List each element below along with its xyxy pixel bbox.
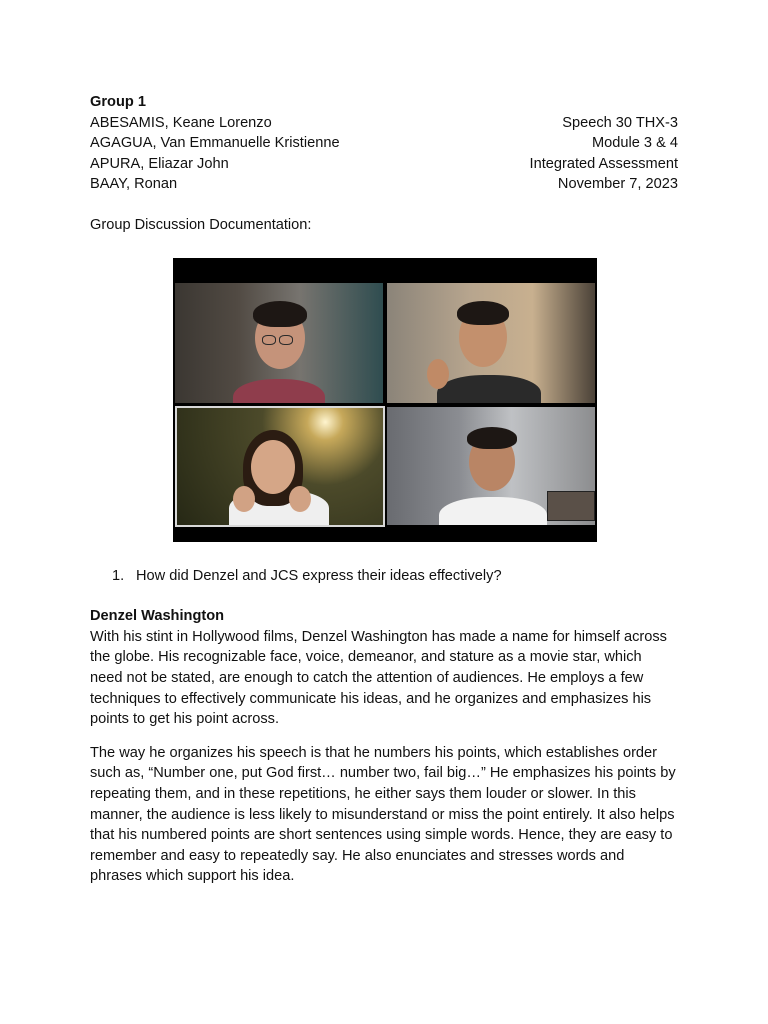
member-name: AGAGUA, Van Emmanuelle Kristienne [90,135,340,152]
course-code: Speech 30 THX-3 [562,114,678,131]
document-date: November 7, 2023 [557,176,678,193]
section-label: Group Discussion Documentation: [90,216,312,233]
header-block [90,92,678,195]
question-item [90,566,678,587]
question-number: 1. [112,567,125,584]
section-heading: Denzel Washington [90,608,225,625]
module-label: Module 3 & 4 [592,135,678,152]
group-title: Group 1 [90,94,146,110]
video-call-screenshot [173,258,597,542]
participant-tile [387,407,595,525]
assessment-label: Integrated Assessment [529,155,678,172]
participant-tile [175,406,385,527]
participant-tile [387,283,595,403]
header-row-1 [90,92,678,113]
paragraph: With his stint in Hollywood films, Denzel Washington has made a name for himself across the globe. His recognizable face, voice, demeanor, and stature as a movie star, which need not be stated, are enough to catch the attention of audiences. He employs a few techniques to effectively communicate his ideas, and he organizes and emphasizes his points to get his point across. [90,628,667,728]
header-row-4 [90,154,678,175]
question-text: How did Denzel and JCS express their ideas effectively? [136,567,502,584]
paragraph: The way he organizes his speech is that he numbers his points, which establishes order such as, “Number one, put God first… number two, fail big…” He emphasizes his points by repeating them, and in these repetitions, he either says them louder or slower. In this manner, the audience is less likely to misunderstand or miss the point entirely. It also helps that his numbered points are short sentences using simple words. Hence, they are easy to remember and easy to repeatedly say. He also enunciates and stresses words and phrases which support his idea. [90,744,676,885]
member-name: BAAY, Ronan [90,176,178,193]
member-name: APURA, Eliazar John [90,155,229,172]
header-row-2 [90,113,678,134]
self-view-thumbnail [547,491,595,521]
header-row-5 [90,174,678,195]
participant-tile [175,283,383,403]
member-name: ABESAMIS, Keane Lorenzo [90,114,272,131]
document-page [90,92,678,887]
header-row-3 [90,133,678,154]
